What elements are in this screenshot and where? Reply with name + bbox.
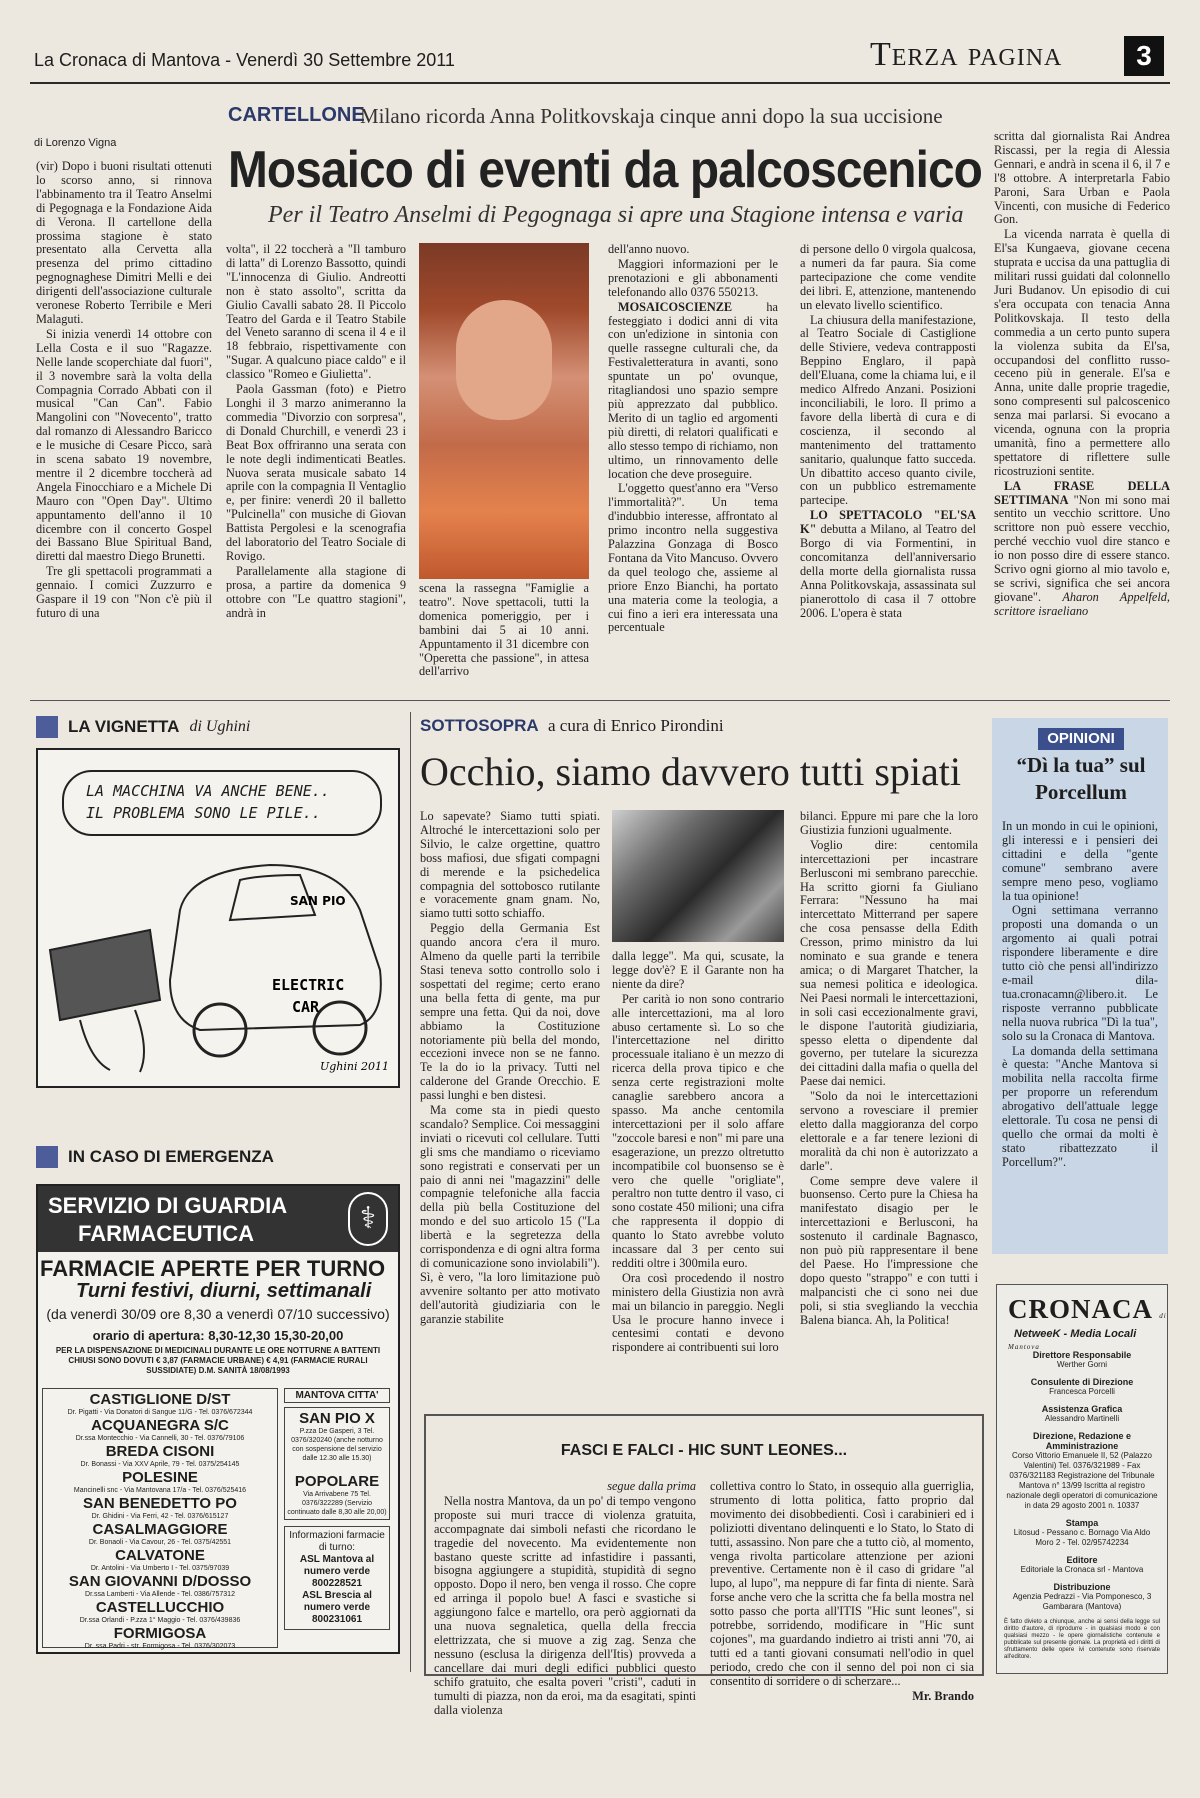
opinioni-paragraph: La domanda della settimana è questa: "Anche Mantova si mobilita nella raccolta firme per proporre un referendum abrogativo dell'attuale legge elettorale. Tu cosa ne pensi di quello che ormai da molti è stato ribattezzato il Porcellum?". (1002, 1043, 1158, 1169)
asl-info-box (284, 1526, 390, 1630)
town-name: CASTELLUCCHIO (95, 1599, 225, 1616)
article-paragraph: Ma come sta in piedi questo scandalo? Semplice. Coi messaggini inviati o ricevuti col cellulare. Tutti gli sms che mandiamo o riceviamo sono registrati e conservati per un paio di anni nei "magazzini" delle compagnie telefoniche alla faccia della più bella Costituzione del mondo e del suo articolo 15 ("La libertà e la segretezza della corrispondenza e di ogni altra forma di comunicazione sono inviolabili"). Sì, è vero, "la loro limitazione può avvenire soltanto per atto motivato dell'autorità giudiziaria con le garanzie stabilite (420, 1103, 600, 1326)
article-paragraph: scritta dal giornalista Rai Andrea Riscassi, per la regia di Alessia Gennari, e andrà in scena il 6, il 7 e l'8 ottobre. A interpretarla Fabio Paroni, Sara Urban e Paola Vincenti, con musiche di Federico Gon. (994, 129, 1170, 227)
article-paragraph: Parallelamente alla stagione di prosa, a partire da domenica 9 ottobre con "Le quattro stagioni", andrà in (226, 563, 406, 620)
page-number: 3 (1124, 36, 1164, 76)
article-paragraph: ha festeggiato i dodici anni di vita con un'edizione in sintonia con quelle rassegne culturali che, da Festivaletteratura in avanti, sono spuntate un po' ovunque, ritagliandosi uno spazio sempre più apprezzato dal pubblico. Merito di un taglio ed argomenti più diretti, di relatori qualificati e allo stesso tempo di richiamo, non ultimo, un rinnovamento delle location che deve proseguire. (608, 299, 778, 481)
mantova-box (284, 1407, 390, 1520)
town-name: SAN BENEDETTO PO (83, 1495, 237, 1512)
town-address: Dr. Bonaoli - Via Cavour, 26 - Tel. 0375/42551 (88, 1539, 232, 1546)
pharmacy-banner (38, 1186, 398, 1252)
column-kicker: SOTTOSOPRA (420, 716, 539, 735)
article-paragraph: Voglio dire: centomila intercettazioni per incastrare Berlusconi mi sembrano parecchie. Ha scritto giorni fa Giuliano Ferrara: "Nessuno ha mai intercettato Mitterrand per sapere che cosa pensasse della Edith Cresson, primo ministro da lui nominato e sua grande e tenera amica; o di Margaret Thatcher, la sua nemesi politica e ideologica. Nei Paesi normali le intercettazioni, in soli casi eccezionalmente gravi, le dispone l'autorità giudiziaria, spesso eletta o dipendente dal governo, per tutelare la sicurezza dei cittadini dalla mafia o quella del Paese dai nemici. (800, 837, 978, 1089)
town-address: Dr. Antolini - Via Umberto I - Tel. 0375/97039 (90, 1565, 230, 1572)
town-address: Dr.ssa Lamberti - Via Allende - Tel. 0386/757312 (85, 1591, 235, 1598)
article-paragraph: dell'anno nuovo. (608, 242, 690, 256)
article-paragraph: Paola Gassman (foto) e Pietro Longhi il 3 marzo animeranno la commedia "Divorzio con sorpresa", di Donald Churchill, e venerdì 23 i Beat Box offriranno una serata con le note degli indimenticati Beatles. Nuova serata musicale sabato 14 aprile con la compagnia Il Ventaglio e, per finire: venerdì 20 il balletto "Pulcinella" con musiche di Giovan Battista Pergolesi e la scenografia del laboratorio del Teatro Sociale di Rovigo. (226, 382, 406, 563)
article-paragraph: La vicenda narrata è quella di El'sa Kungaeva, giovane cecena stuprata e uccisa da una pattuglia di militari russi guidati dal colonnello Juri Budanov. Un episodio di cui s'era occupata con tenacia Anna Politkovskaja. Il testo della commedia a un certo punto supera la violenza subita da El'sa, occupandosi del conflitto russo-ceceno più in generale. El'sa e Anna, unite dalle proprie tragedie, sono compresenti sul palcoscenico senza mai parlarsi. Si evocano a vicenda, ognuna con la propria umanità, fino a permettere allo spettatore di riflettere sulle ricostruzioni sentite. (994, 227, 1170, 478)
article-paragraph: scena la rassegna "Famiglie a teatro". Nove spettacoli, tutti la domenica pomeriggio, per i bambini dai 5 ai 10 anni. Appuntamento il 31 dicembre con "Operetta che passione", in attesa dell'arrivo (419, 581, 589, 679)
pharmacy-title: FARMACIE APERTE PER TURNO (40, 1256, 386, 1281)
pharmacy-banner-line: FARMACEUTICA (78, 1221, 254, 1246)
masthead-heading: Editore (1066, 1555, 1098, 1565)
paragraph-lead: MOSAICOSCIENZE (618, 299, 733, 314)
article-title: Mosaico di eventi da palcoscenico (228, 141, 982, 199)
article-paragraph: dalla legge". Ma qui, scusate, la legge dov'è? E il Garante non ha niente da dire? (612, 949, 784, 991)
article-column-1 (36, 160, 212, 690)
pharmacy-banner-line: SERVIZIO DI GUARDIA (48, 1193, 288, 1218)
article-paragraph: Per carità io non sono contrario alle intercettazioni, ma al loro abuso certamente sì. Lo so che l'intercettazione nel diritto processuale italiano è un mezzo di ricerca della prova tipico e che senza certe registrazioni molte canaglie sarebbero ancora a spasso. Ma anche centomila intercettazioni per il solo affare "zoccole baresi e non" mi pare una esagerazione, un prezzo oltretutto incompatibile col buonsenso se è vero che quelle "origliate", peraltro non tutte dentro il vaso, ci sono costate 450 milioni; una cifra che rappresenta il doppio di quanto lo Stato avrebbe voluto incassare dal 3 per cento sui redditi oltre i 300mila euro. (612, 991, 784, 1270)
article-paragraph: Si inizia venerdì 14 ottobre con Lella Costa e il suo "Ragazze. Nelle lande scoperchiate dal fuori", il 3 novembre sarà la volta della Compagnia Corrado Abbati con il musical "Can Can". Fabio Mangolini con "Novecento", tratto dal romanzo di Alessandro Baricco e le musiche di Cesare Picco, sarà in scena sabato 19 novembre, mentre il 2 dicembre toccherà ad Angela Finocchiaro e a Michele Di Mauro con "Open Day". Ultimo appuntamento dell'anno il 10 dicembre con il concerto Gospel dei Bassano Blue Spiritual Band, diretti dal maestro Diego Brunetti. (36, 326, 212, 564)
masthead-value: Editoriale la Cronaca srl - Mantova (1020, 1565, 1144, 1574)
column-divider (410, 712, 411, 1672)
emergenza-label: IN CASO DI EMERGENZA (68, 1147, 274, 1166)
town-address: Mancinelli snc - Via Mantovana 17/a - Tel. 0376/525416 (73, 1487, 247, 1494)
article-paragraph: bilanci. Eppure mi pare che la loro Giustizia funzioni ugualmente. (800, 809, 978, 837)
town-0 (47, 1391, 273, 1417)
car-label: CAR (292, 998, 320, 1016)
masthead-heading: Direttore Responsabile (1032, 1350, 1132, 1360)
town-address: Via Arrivabene 75 Tel. 0376/322289 (Servizio continuato dalle 8,30 alle 20,00) (287, 1491, 387, 1516)
emergenza-header (36, 1146, 274, 1168)
opinioni-badge: OPINIONI (1038, 728, 1124, 750)
issue-date: Venerdì 30 Settembre 2011 (236, 50, 455, 70)
town-name: CASTIGLIONE D/ST (89, 1391, 231, 1408)
masthead-value: Alessandro Martinelli (1044, 1414, 1120, 1423)
section-title: Terza pagina (870, 36, 1063, 73)
town-name: SAN GIOVANNI D/DOSSO (68, 1573, 252, 1590)
article-paragraph: L'oggetto quest'anno era "Verso l'immortalità?". Un tema d'indubbio interesse, affrontato al primo incontro nella suggestiva Palazzina Gonzaga di Bosco Fontana da Vito Mancuso. Ovvero da quel teologo che, assieme al priore Enzo Bianchi, ha portato una materia come la teologia, a cui fino a ieri era interessata una percentuale (608, 481, 778, 635)
masthead-heading: Assistenza Grafica (1041, 1404, 1123, 1414)
asl-info: ASL Brescia al numero verde 800231061 (302, 1590, 372, 1625)
town-name: ACQUANEGRA S/C (91, 1417, 229, 1434)
opinioni-paragraph: In un mondo in cui le opinioni, gli interessi e i pensieri dei cittadini e della "gente comune" sembrano avere sempre meno peso, vogliamo la tua opinione! (1002, 819, 1158, 903)
fasci-title: FASCI E FALCI - HIC SUNT LEONES... (560, 1442, 848, 1459)
article-column-5 (994, 130, 1170, 690)
town-4 (47, 1495, 273, 1521)
opinioni-title: “Dì la tua” sul Porcellum (1016, 753, 1146, 804)
town-6 (47, 1547, 273, 1573)
opinioni-text (1002, 820, 1158, 1250)
masthead-value: Corso Vittorio Emanuele II, 52 (Palazzo Valentini) Tel. 0376/321989 - Fax 0376/321183 Registrazione del Tribunale Mantova n° 13/99 Iscritta al registro nazionale degli operatori di comunicazione in data 29 agosto 2001 n. 10337 (1006, 1451, 1158, 1510)
wiretap-photo (612, 810, 784, 942)
cartoon-signature: Ughini 2011 (320, 1060, 390, 1073)
vignetta-header (36, 716, 250, 738)
town-address: Dr.ssa Montecchio - Via Cannelli, 30 - Tel. 0376/79106 (75, 1435, 245, 1442)
cartoon-caption-line: LA MACCHINA VA ANCHE BENE.. (86, 782, 330, 800)
article-kicker-headline: Milano ricorda Anna Politkovskaja cinque anni dopo la sua uccisione (360, 104, 943, 128)
article-author: di Lorenzo Vigna (34, 137, 117, 149)
pharmacy-period: (da venerdì 30/09 ore 8,30 a venerdì 07/10 successivo) (46, 1306, 390, 1322)
masthead-value: Agenzia Pedrazzi - Via Pomponesco, 3 Gambarara (Mantova) (1012, 1592, 1152, 1611)
article-paragraph: Ora così procedendo il nostro ministero della Giustizia non avrà mai un bilancio in pareggio. Negli Usa le procure hanno invece i centesimi contati e devono rispondere ai contribuenti sui loro (612, 1270, 784, 1355)
fasci-signature: Mr. Brando (912, 1688, 974, 1703)
article-paragraph: di persone dello 0 virgola qualcosa, a numeri da far paura. Sia come partecipazione che come vendite dei libri. E, attenzione, mantenendo un elevato livello scientifico. (800, 242, 976, 312)
town-5 (47, 1521, 273, 1547)
article-paragraph: "Solo da noi le intercettazioni servono a rovesciare il premier eletto dalla maggioranza del corpo elettorale e a far tenere lezioni di moralità da chi non è autorizzato a darle". (800, 1089, 978, 1173)
masthead-heading: Stampa (1065, 1518, 1099, 1528)
vignetta-label: LA VIGNETTA (68, 717, 180, 736)
logo-subtext: di Mantova (1008, 1312, 1167, 1351)
town-name: POLESINE (122, 1469, 198, 1486)
fasci-kicker: segue dalla prima (607, 1479, 696, 1493)
caduceus-icon: ⚕ (348, 1192, 388, 1246)
cronaca-network: NetweeK - Media Locali (1014, 1328, 1137, 1340)
paragraph-lead: LA FRASE DELLA SETTIMANA (994, 478, 1170, 507)
masthead-value: Werther Gorni (1056, 1360, 1108, 1369)
asl-info: Informazioni farmacie di turno: (289, 1530, 385, 1553)
article-paragraph: Come sempre deve valere il buonsenso. Certo pure la Chiesa ha manifestato disagio per le intercettazioni e Berlusconi, ha sostenuto il cardinale Bagnasco, non può più rappresentare il bene del Paese. Ho l'impressione che dopo questo "strappo" e con tutti i malpancisti che ci sono nei due poli, si stia svegliando la vecchia Balena bianca. Ah, la Politica! (800, 1173, 978, 1327)
article-paragraph: Nella nostra Mantova, da un po' di tempo vengono proposte sui muri tracce di violenza gratuita, accompagnate dai simboli nefasti che ricordano le tragedie del novecento. Ma evidentemente non bastano queste scritte ad infastidire i passanti, bisogna aggiungere a stupidità, stupidità di segno opposto. Dopo il nero, ben venga il rosso. Che copre ed arringa il popolo bue! A fasci e svastiche si aggiungono falce e martello, ora però aggiornati da una nuova segnaletica, quella della freccia elettrizzata, che si muove a zig zag. Senza che nessuno (esclusa la dirigenza dell'Itis) provveda a cancellare dai muri degli edifici pubblici questo schifo gratuito, che esalta poveri "cristi", caduti in tumulti di piazza, non da eroi, ma da esagitati, spinti dalla violenza (434, 1493, 696, 1717)
town-address: P.zza De Gasperi, 3 Tel. 0376/320240 (anche notturno con sospensione del servizio dalle 12.30 alle 15.30) (291, 1428, 383, 1462)
town-address: Dr. ssa Padri - str. Formigosa - Tel. 0376/302073 (84, 1643, 236, 1650)
masthead-heading: Consulente di Direzione (1030, 1377, 1134, 1387)
masthead-heading: Distribuzione (1053, 1582, 1111, 1592)
article-column-2b (419, 582, 589, 690)
car-plate: SAN PIO (290, 894, 346, 908)
cartoon-caption-line: IL PROBLEMA SONO LE PILE.. (86, 804, 321, 822)
opinioni-paragraph: Ogni settimana verranno proposti una domanda o un argomento ai quali potrai rispondere liberamente e dire tutto ciò che pensi all'indirizzo e-mail dila-tua.cronacamn@libero.it. Le risposte verranno pubblicate nella nuova rubrica "Dì la tua", solo su la Cronaca di Mantova. (1002, 903, 1158, 1043)
fasci-col-1 (434, 1479, 696, 1717)
article-paragraph: debutta a Milano, al Teatro del Borgo di via Formentini, in concomitanza dell'anniversario della morte della giornalista russa Anna Politkovskaja, assassinata sul pianerottolo di casa il 7 ottobre 2006. L'opera è stata (800, 522, 976, 620)
pharmacy-subtitle: Turni festivi, diurni, settimanali (76, 1280, 372, 1302)
article-column-4 (800, 243, 976, 690)
cronaca-logo (1008, 1294, 1200, 1356)
cartoon-caption (86, 780, 330, 824)
town-address: Dr.ssa Orlandi - P.zza 1° Maggio - Tel. 0376/439836 (79, 1617, 241, 1624)
town-9 (47, 1625, 273, 1651)
town-name: SAN PIO X (299, 1410, 375, 1427)
mantova-label: MANTOVA CITTA' (284, 1388, 390, 1403)
town-7 (47, 1573, 273, 1599)
article-paragraph: Lo sapevate? Siamo tutti spiati. Altroché le intercettazioni solo per Silvio, le calze orgettine, quattro boss mafiosi, due sfigati compagni di merende e la psichedelica compagnia del sottobosco rutilante e voracemente gnam gnam. No, siamo tutti sotto schiaffo. (420, 809, 600, 921)
newspaper-header: La Cronaca di Mantova - Venerdì 30 Settembre 2011 (34, 50, 455, 70)
masthead-legal: È fatto divieto a chiunque, anche ai sensi della legge sul diritto d'autore, di riprodurre - in qualsiasi modo e con qualsiasi mezzo - le opere giornalistiche contenute e pubblicate sul presente giornale. La proprietà ed i diritti di sfruttamento delle opere ivi contenute sono riservate all'editore. (1004, 1619, 1160, 1660)
section-square-icon (36, 716, 58, 738)
paragraph-lead: LO SPETTACOLO "EL'SA K" (800, 508, 976, 537)
photo-portrait-face (456, 300, 552, 420)
article-paragraph: Maggiori informazioni per le prenotazioni e gli abbonamenti telefonando allo 0376 550213. (608, 256, 778, 299)
article-kicker: CARTELLONE (228, 104, 365, 126)
masthead-list (1004, 1350, 1160, 1670)
article-paragraph: collettiva contro lo Stato, in ossequio alla guerriglia, strumento di lotta politica, fatto proprio dal movimento dei disobbedienti. Così i carabinieri ed i poliziotti diventano delinquenti e lo Stato, lo Stato di tutti, assassino. Non pare che a tutto ciò, al momento, venga rivolta particolare attenzione per azioni preventive. Certamente non è il caso di gridare "al lupo, al lupo", ma neppure di far finta di niente. Sarà forse anche vero che la scritta che fa bella mostra nel sotto passo che porta all'ITIS "Hic sunt leones", si potrebbe, sorridendo, modificare in "Hic sunt cojones", ma guardando indietro ai tristi anni '70, ai tutti ed a tanti giovani consumati nell'odio in quel periodo, credo che con il senno del poi non ci sia consentito di sorridere o di scherzare... (710, 1479, 974, 1688)
car-label: ELECTRIC (272, 976, 345, 994)
sottosopra-col-2 (612, 950, 784, 1400)
newspaper-name: La Cronaca di Mantova (34, 50, 221, 70)
masthead-value: Litosud - Pessano c. Bornago Via Aldo Moro 2 - Tel. 02/95742234 (1013, 1528, 1151, 1547)
town-address: Dr. Ghidini - Via Ferri, 42 - Tel. 0376/615127 (91, 1513, 229, 1520)
pharmacy-hours: orario di apertura: 8,30-12,30 15,30-20,00 (92, 1328, 344, 1343)
town-name: POPOLARE (294, 1473, 380, 1490)
pharmacy-town-list (42, 1388, 278, 1648)
header-rule (30, 82, 1170, 84)
article-column-3 (608, 243, 778, 690)
fasci-col-2 (710, 1479, 974, 1703)
masthead-heading: Direzione, Redazione e Amministrazione (1032, 1431, 1132, 1451)
cartoon-drawing (40, 840, 396, 1080)
quote-signature: Aharon Appelfeld, scrittore israeliano (994, 589, 1170, 618)
column-byline: a cura di Enrico Pirondini (548, 716, 724, 735)
article-subtitle: Per il Teatro Anselmi di Pegognaga si apre una Stagione intensa e varia (268, 202, 964, 228)
mantova-pharmacies (284, 1388, 390, 1648)
sottosopra-col-1 (420, 810, 600, 1400)
article-paragraph: volta", il 22 toccherà a "Il tamburo di latta" di Lorenzo Bassotto, quindi "L'innocenza di Giulio. Andreotti non è stato assolto", scritta da Giulio Cavalli sabato 28. Il Piccolo Teatro del Garda e il Teatro Stabile del Veneto saranno di scena il 4 e il 18 febbraio, rispettivamente con "Sugar. A qualcuno piace caldo" e il classico "Romeo e Giulietta". (226, 242, 406, 382)
article-paragraph: Peggio della Germania Est quando ancora c'era il muro. Almeno da quelle parti la terribile Stasi teneva sotto controllo solo i sospettati del regime; certo erano una bella fetta di gente, ma pur sempre una fetta. Qui da noi, dove abbiamo la Costituzione notoriamente più bella del mondo, eccezioni invece non se ne fanno. Te la do io la privacy. Tutti nel calderone del Grande Orecchio. E passi lunghi e ben distesi. (420, 921, 600, 1103)
town-address: Dr. Pigatti - Via Donatori di Sangue 11/G - Tel. 0376/672344 (67, 1409, 253, 1416)
town-3 (47, 1469, 273, 1495)
logo-text: CRONACA (1008, 1294, 1152, 1324)
town-1 (47, 1417, 273, 1443)
town-address: Dr. Bonassi - Via XXV Aprile, 79 - Tel. 0375/254145 (80, 1461, 240, 1468)
section-square-icon (36, 1146, 58, 1168)
town-name: FORMIGOSA (113, 1625, 207, 1642)
sottosopra-col-3 (800, 810, 978, 1400)
article-paragraph: Tre gli spettacoli programmati a gennaio. I comici Zuzzurro e Gaspare il 19 con "Non c'è più il futuro di una (36, 564, 212, 620)
vignetta-author: di Ughini (189, 718, 251, 735)
article-paragraph: "Non mi sono mai sentito un vecchio scrittore. Uno scrittore non può essere vecchio, perché vecchio vuol dire stanco e io non posso dire di essere stanco. Scrivo ogni giorno al mio tavolo e, se scrivi, significa che sei ancora giovane". (994, 492, 1170, 604)
section-divider (30, 700, 1170, 701)
town-2 (47, 1443, 273, 1469)
asl-info: ASL Mantova al numero verde 800228521 (299, 1554, 375, 1589)
town-name: CALVATONE (115, 1547, 205, 1564)
article-column-2 (226, 243, 406, 690)
column-title: Occhio, siamo davvero tutti spiati (420, 749, 961, 794)
town-name: BREDA CISONI (105, 1443, 215, 1460)
masthead-value: Francesca Porcelli (1049, 1387, 1115, 1396)
pharmacy-night-note: PER LA DISPENSAZIONE DI MEDICINALI DURANTE LE ORE NOTTURNE A BATTENTI CHIUSI SONO DOVUTI € 3,87 (FARMACIE URBANE) € 4,91 (FARMACIE RURALI SUSSIDIATE) D.M. SANITÀ 18/08/1993 (55, 1346, 381, 1375)
town-name: CASALMAGGIORE (92, 1521, 228, 1538)
town-8 (47, 1599, 273, 1625)
article-paragraph: La chiusura della manifestazione, al Teatro Sociale di Castiglione delle Stiviere, vedeva contrapposti Beppino Englaro, il papà dell'Eluana, come la chiama lui, e il medico Alfredo Anzani. Posizioni inconciliabili, le loro. Il primo a favore della libertà di cura e di coscienza, il secondo al mantenimento del trattamento sanitario, qualunque fatto succeda. Un dibattito acceso quanto civile, con un pubblico estremamente partecipe. (800, 312, 976, 508)
article-paragraph: (vir) Dopo i buoni risultati ottenuti lo scorso anno, si rinnova l'abbinamento tra il Teatro Anselmi di Pegognaga e la Fondazione Aida di Verona. Il cartellone della prossima stagione è stato presentato alla Cervetta alla presenza del primo cittadino pegnognaghese Dimitri Melli e dei dirigenti dell'associazione culturale veronese Roberto Terribile e Meri Malaguti. (36, 159, 212, 326)
